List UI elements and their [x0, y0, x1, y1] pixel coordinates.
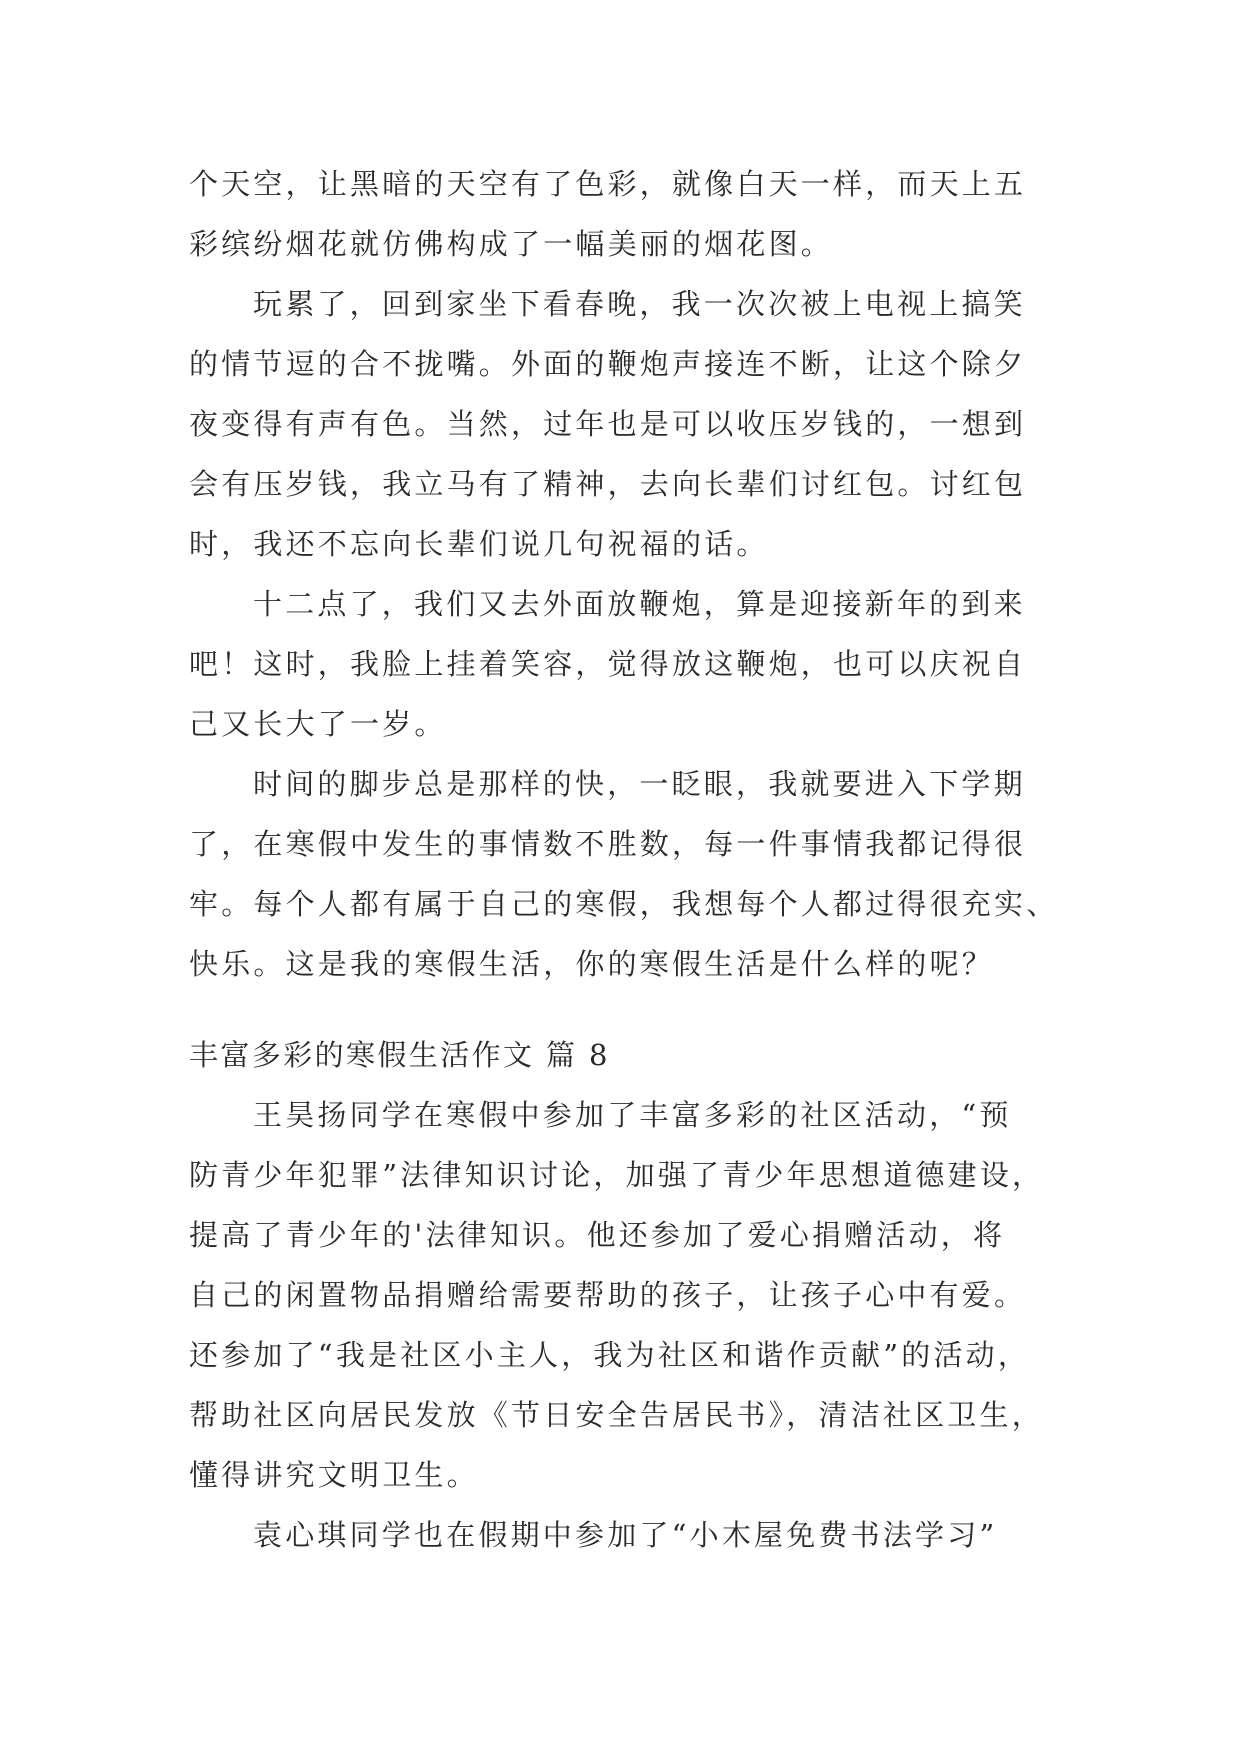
text-line: 帮助社区向居民发放《节日安全告居民书》，清洁社区卫生， [189, 1398, 1044, 1432]
paragraph-first-line: 时间的脚步总是那样的快，一眨眼，我就要进入下学期 [253, 767, 1026, 801]
paragraph-first-line: 玩累了，回到家坐下看春晚，我一次次被上电视上搞笑 [253, 287, 1026, 321]
text-line: 防青少年犯罪”法律知识讨论，加强了青少年思想道德建设， [189, 1158, 1045, 1192]
section-heading: 丰富多彩的寒假生活作文 篇 8 [189, 1038, 610, 1072]
text-line: 彩缤纷烟花就仿佛构成了一幅美丽的烟花图。 [189, 227, 834, 261]
text-line: 的情节逗的合不拢嘴。外面的鞭炮声接连不断，让这个除夕 [189, 347, 1027, 381]
paragraph-first-line: 袁心琪同学也在假期中参加了“小木屋免费书法学习” [253, 1518, 998, 1552]
text-line: 自己的闲置物品捐赠给需要帮助的孩子，让孩子心中有爱。 [189, 1278, 1027, 1312]
text-line: 还参加了“我是社区小主人，我为社区和谐作贡献”的活动， [189, 1338, 1031, 1372]
paragraph-first-line: 王昊扬同学在寒假中参加了丰富多彩的社区活动，“预 [253, 1098, 1012, 1132]
text-line: 了，在寒假中发生的事情数不胜数，每一件事情我都记得很 [189, 827, 1027, 861]
text-line: 会有压岁钱，我立马有了精神，去向长辈们讨红包。讨红包 [189, 467, 1027, 501]
paragraph-first-line: 十二点了，我们又去外面放鞭炮，算是迎接新年的到来 [253, 587, 1026, 621]
text-line: 夜变得有声有色。当然，过年也是可以收压岁钱的，一想到 [189, 407, 1027, 441]
text-line: 懂得讲究文明卫生。 [189, 1458, 479, 1492]
text-line: 时，我还不忘向长辈们说几句祝福的话。 [189, 527, 769, 561]
text-line: 牢。每个人都有属于自己的寒假，我想每个人都过得很充实、 [189, 887, 1059, 921]
text-line: 提高了青少年的'法律知识。他还参加了爱心捐赠活动，将 [189, 1218, 1006, 1252]
text-line: 快乐。这是我的寒假生活，你的寒假生活是什么样的呢？ [189, 947, 995, 981]
text-line: 己又长大了一岁。 [189, 707, 447, 741]
text-line: 吧！这时，我脸上挂着笑容，觉得放这鞭炮，也可以庆祝自 [189, 647, 1027, 681]
text-line: 个天空，让黑暗的天空有了色彩，就像白天一样，而天上五 [189, 167, 1027, 201]
